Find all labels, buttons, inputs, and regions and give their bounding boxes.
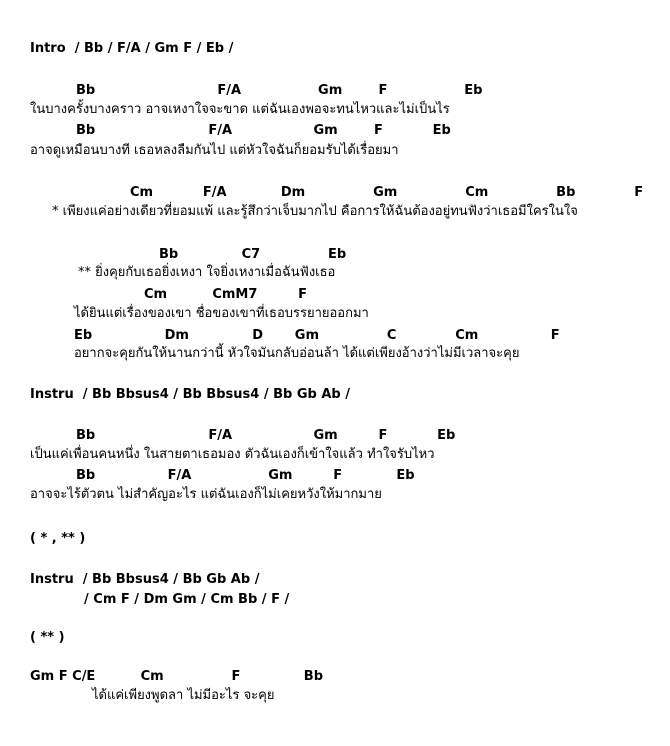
repeat-marker-1: ( * , ** ) [30,531,86,546]
verse2-lyric-1: เป็นแค่เพื่อนคนหนึ่ง ในสายตาเธอมอง ตัวฉันเองก็เข้าใจแล้ว ทำใจรับไหว [30,447,435,462]
verse2-chords-2: Bb F/A Gm F Eb [76,468,415,483]
verse1-lyric-1: ในบางครั้งบางคราว อาจเหงาใจจะขาด แต่ฉันเองพอจะทนไหวและไม่เป็นไร [30,102,450,117]
chorus1-chords: Cm F/A Dm Gm Cm Bb F [130,185,644,200]
chorus1-lyric: * เพียงแค่อย่างเดียวที่ยอมแพ้ และรู้สึกว่าเจ็บมากไป คือการให้ฉันต้องอยู่ทนฟังว่าเธอมีใครในใจ [52,204,578,219]
instru-line-3: / Cm F / Dm Gm / Cm Bb / F / [84,592,290,607]
verse1-lyric-2: อาจดูเหมือนบางที เธอหลงลืมกันไป แต่หัวใจฉันก็ยอมรับได้เรื่อยมา [30,143,399,158]
repeat-marker-2: ( ** ) [30,630,65,645]
verse1-chords-1: Bb F/A Gm F Eb [76,83,483,98]
chorus2-lyric-2: ได้ยินแต่เรื่องของเขา ชื่อของเขาที่เธอบรรยายออกมา [74,306,369,321]
chorus2-lyric-1: ** ยิ่งคุยกับเธอยิ่งเหงา ใจยิ่งเหงาเมื่อฉันฟังเธอ [78,265,336,280]
chorus2-lyric-3: อยากจะคุยกันให้นานกว่านี้ หัวใจมันกลับอ่อนล้า ได้แต่เพียงอ้างว่าไม่มีเวลาจะคุย [74,346,520,361]
chorus2-chords-2: Cm CmM7 F [144,287,308,302]
verse2-chords-1: Bb F/A Gm F Eb [76,428,456,443]
verse2-lyric-2: อาจจะไร้ตัวตน ไม่สำคัญอะไร แต่ฉันเองก็ไม่เคยหวังให้มากมาย [30,487,382,502]
verse1-chords-2: Bb F/A Gm F Eb [76,123,451,138]
intro-line: Intro / Bb / F/A / Gm F / Eb / [30,41,234,56]
outro-lyric: ได้แค่เพียงพูดลา ไม่มีอะไร จะคุย [92,688,275,703]
chorus2-chords-3: Eb Dm D Gm C Cm F [74,328,560,343]
chorus2-chords-1: Bb C7 Eb [159,247,347,262]
outro-chords: Gm F C/E Cm F Bb [30,669,324,684]
instru-line-1: Instru / Bb Bbsus4 / Bb Bbsus4 / Bb Gb Ab / [30,387,350,402]
instru-line-2: Instru / Bb Bbsus4 / Bb Gb Ab / [30,572,260,587]
